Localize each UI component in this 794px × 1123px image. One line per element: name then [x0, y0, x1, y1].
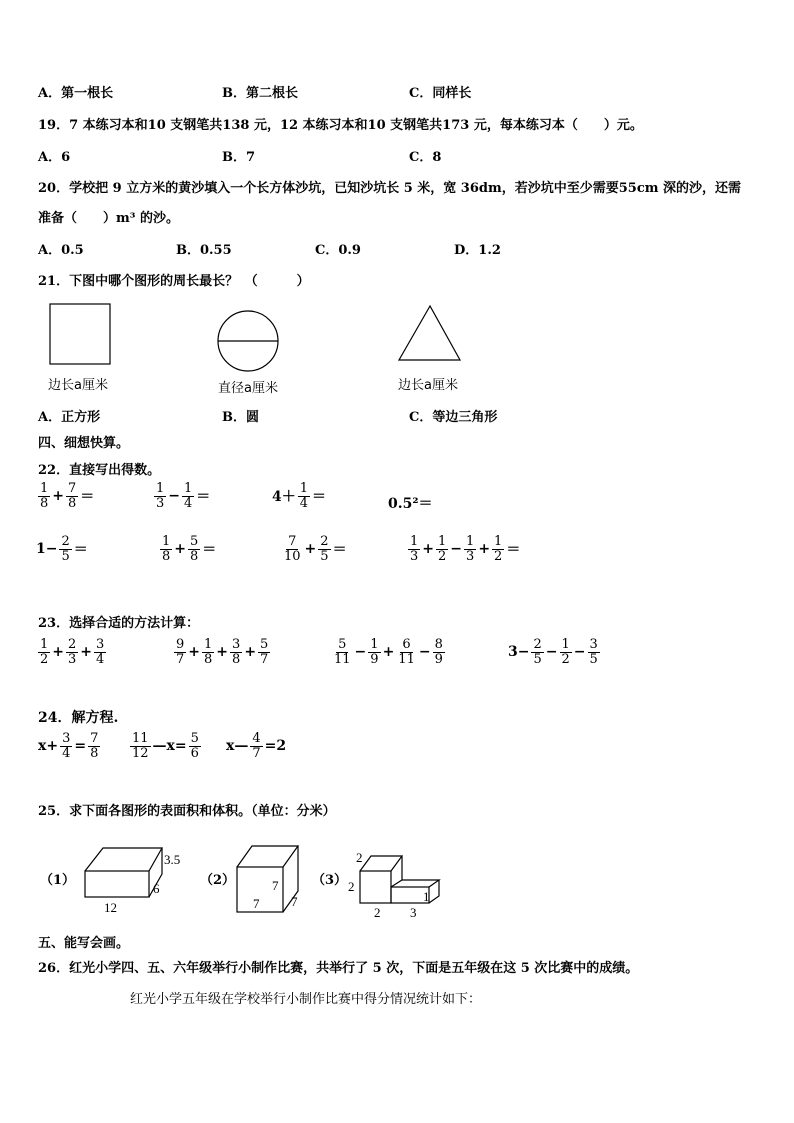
- fig2-c-label: 7: [291, 894, 298, 909]
- q21-option-c: C．等边三角形: [409, 410, 498, 425]
- fraction: $\frac{1}{2}$: [561, 637, 570, 667]
- q19-option-a: A．6: [38, 150, 71, 165]
- fraction: $\frac{1}{8}$: [162, 534, 171, 564]
- fraction: $\frac{3}{4}$: [62, 731, 71, 761]
- q20-option-c: C．0.9: [315, 243, 361, 258]
- fraction: $\frac{9}{7}$: [176, 637, 185, 667]
- fig1-width-label: 6: [153, 881, 160, 896]
- fraction: $\frac{1}{4}$: [184, 481, 193, 511]
- triangle-label: 边长a厘米: [398, 378, 458, 393]
- q26-subtitle: 红光小学五年级在学校举行小制作比赛中得分情况统计如下：: [130, 992, 482, 1007]
- q22-expr-7: $\frac{7}{10}$ + $\frac{2}{5}$ ＝: [284, 534, 347, 564]
- q20-option-a: A．0.5: [38, 243, 84, 258]
- fig3-bottom-left-label: 2: [374, 905, 381, 920]
- q24-equation-1: x+ $\frac{3}{4}$ = $\frac{7}{8}$: [38, 731, 99, 761]
- fraction: $\frac{7}{10}$: [284, 534, 301, 564]
- fraction: $\frac{11}{12}$: [132, 731, 149, 761]
- q25-fig2-tag: （2）: [200, 873, 236, 888]
- q24-equation-3: x— $\frac{4}{7}$ =2: [226, 731, 287, 761]
- square-label: 边长a厘米: [48, 378, 108, 393]
- q22-expr-5: 1− $\frac{2}{5}$ ＝: [36, 534, 88, 564]
- q24-title: 24．解方程.: [38, 710, 119, 726]
- q23-expr-3: $\frac{5}{11}$ − $\frac{1}{9}$ + $\frac{6}{11}$ − $\frac{8}{9}$: [334, 637, 443, 667]
- fig3-bottom-right-label: 3: [410, 905, 417, 920]
- fraction: $\frac{1}{8}$: [204, 637, 213, 667]
- q18-option-c: C．同样长: [409, 86, 472, 101]
- q20-question-line1: 20．学校把 9 立方米的黄沙填入一个长方体沙坑，已知沙坑长 5 米，宽 36dm，若沙坑中至少需要55cm 深的沙，还需: [38, 181, 742, 196]
- q23-title: 23．选择合适的方法计算：: [38, 616, 200, 631]
- fraction: $\frac{3}{5}$: [589, 637, 598, 667]
- fraction: $\frac{1}{3}$: [466, 534, 475, 564]
- fig2-b-label: 7: [253, 896, 260, 911]
- cuboid-figure: [85, 848, 162, 897]
- fraction: $\frac{2}{5}$: [320, 534, 329, 564]
- q23-expr-4: 3− $\frac{2}{5}$ − $\frac{1}{2}$ − $\frac{3}{5}$: [508, 637, 598, 667]
- fig3-right-label: 1: [423, 889, 430, 904]
- q24-equation-2: $\frac{11}{12}$ —x= $\frac{5}{6}$: [132, 731, 199, 761]
- fraction: $\frac{3}{4}$: [96, 637, 105, 667]
- q22-title: 22．直接写出得数。: [38, 463, 161, 478]
- q21-option-a: A．正方形: [38, 410, 101, 425]
- fraction: $\frac{7}{8}$: [90, 731, 99, 761]
- fraction: $\frac{1}{3}$: [156, 481, 165, 511]
- fraction: $\frac{1}{2}$: [40, 637, 49, 667]
- q22-expr-8: $\frac{1}{3}$ + $\frac{1}{2}$ − $\frac{1}{3}$ + $\frac{1}{2}$ ＝: [410, 534, 521, 564]
- fraction: $\frac{1}{8}$: [40, 481, 49, 511]
- q25-fig3-tag: （3）: [312, 873, 348, 888]
- fraction: $\frac{5}{7}$: [260, 637, 269, 667]
- fraction: $\frac{1}{3}$: [410, 534, 419, 564]
- fraction: $\frac{1}{4}$: [299, 481, 309, 511]
- fraction: $\frac{7}{8}$: [68, 481, 77, 511]
- fig1-length-label: 12: [104, 900, 117, 915]
- q20-question-line2: 准备（ ）m³ 的沙。: [38, 211, 179, 226]
- section-5-heading: 五、能写会画。: [38, 936, 130, 951]
- q23-expr-1: $\frac{1}{2}$ + $\frac{2}{3}$ + $\frac{3}{4}$: [40, 637, 105, 667]
- fraction: $\frac{2}{5}$: [61, 534, 70, 564]
- q19-option-c: C．8: [409, 150, 442, 165]
- section-4-heading: 四、细想快算。: [38, 436, 130, 451]
- fraction: $\frac{3}{8}$: [232, 637, 241, 667]
- fig3-height-label: 2: [356, 850, 363, 865]
- fraction: $\frac{5}{6}$: [190, 731, 199, 761]
- q19-question: 19．7 本练习本和10 支钢笔共138 元，12 本练习本和10 支钢笔共173 元，每本练习本（ ）元。: [38, 118, 643, 133]
- fraction: $\frac{1}{9}$: [370, 637, 379, 667]
- q22-expr-6: $\frac{1}{8}$ + $\frac{5}{8}$ ＝: [162, 534, 217, 564]
- q22-expr-4: 0.5²＝: [388, 496, 433, 512]
- fig3-side-label: 2: [348, 879, 355, 894]
- fraction: $\frac{2}{3}$: [68, 637, 77, 667]
- q20-option-d: D．1.2: [454, 243, 501, 258]
- fraction: $\frac{2}{5}$: [533, 637, 542, 667]
- q18-option-b: B．第二根长: [222, 86, 298, 101]
- fig2-a-label: 7: [272, 878, 279, 893]
- q18-option-a: A．第一根长: [38, 86, 114, 101]
- fraction: $\frac{4}{7}$: [252, 731, 261, 761]
- q25-fig1-tag: （1）: [40, 873, 76, 888]
- q22-expr-3: 4＋ $\frac{1}{4}$ ＝: [272, 481, 327, 511]
- cube-figure: [237, 846, 298, 912]
- fig1-height-label: 3.5: [164, 852, 181, 867]
- circle-label: 直径a厘米: [218, 381, 278, 396]
- q21-option-b: B．圆: [222, 410, 259, 425]
- fraction: $\frac{6}{11}$: [398, 637, 415, 667]
- fraction: $\frac{1}{2}$: [494, 534, 503, 564]
- q25-title: 25．求下面各图形的表面积和体积。（单位：分米）: [38, 804, 336, 819]
- fraction: $\frac{8}{9}$: [434, 637, 443, 667]
- q20-option-b: B．0.55: [176, 243, 232, 258]
- q26-question: 26．红光小学四、五、六年级举行小制作比赛，共举行了 5 次，下面是五年级在这 5 次比赛中的成绩。: [38, 961, 639, 976]
- q23-expr-2: $\frac{9}{7}$ + $\frac{1}{8}$ + $\frac{3}{8}$ + $\frac{5}{7}$: [176, 637, 269, 667]
- fraction: $\frac{5}{11}$: [334, 637, 351, 667]
- fraction: $\frac{5}{8}$: [190, 534, 199, 564]
- q19-option-b: B．7: [222, 150, 256, 165]
- q22-expr-1: $\frac{1}{8}$ + $\frac{7}{8}$ ＝: [40, 481, 95, 511]
- q22-expr-2: $\frac{1}{3}$ − $\frac{1}{4}$ ＝: [156, 481, 211, 511]
- q21-question: 21．下图中哪个图形的周长最长？ （ ）: [38, 274, 310, 289]
- fraction: $\frac{1}{2}$: [438, 534, 447, 564]
